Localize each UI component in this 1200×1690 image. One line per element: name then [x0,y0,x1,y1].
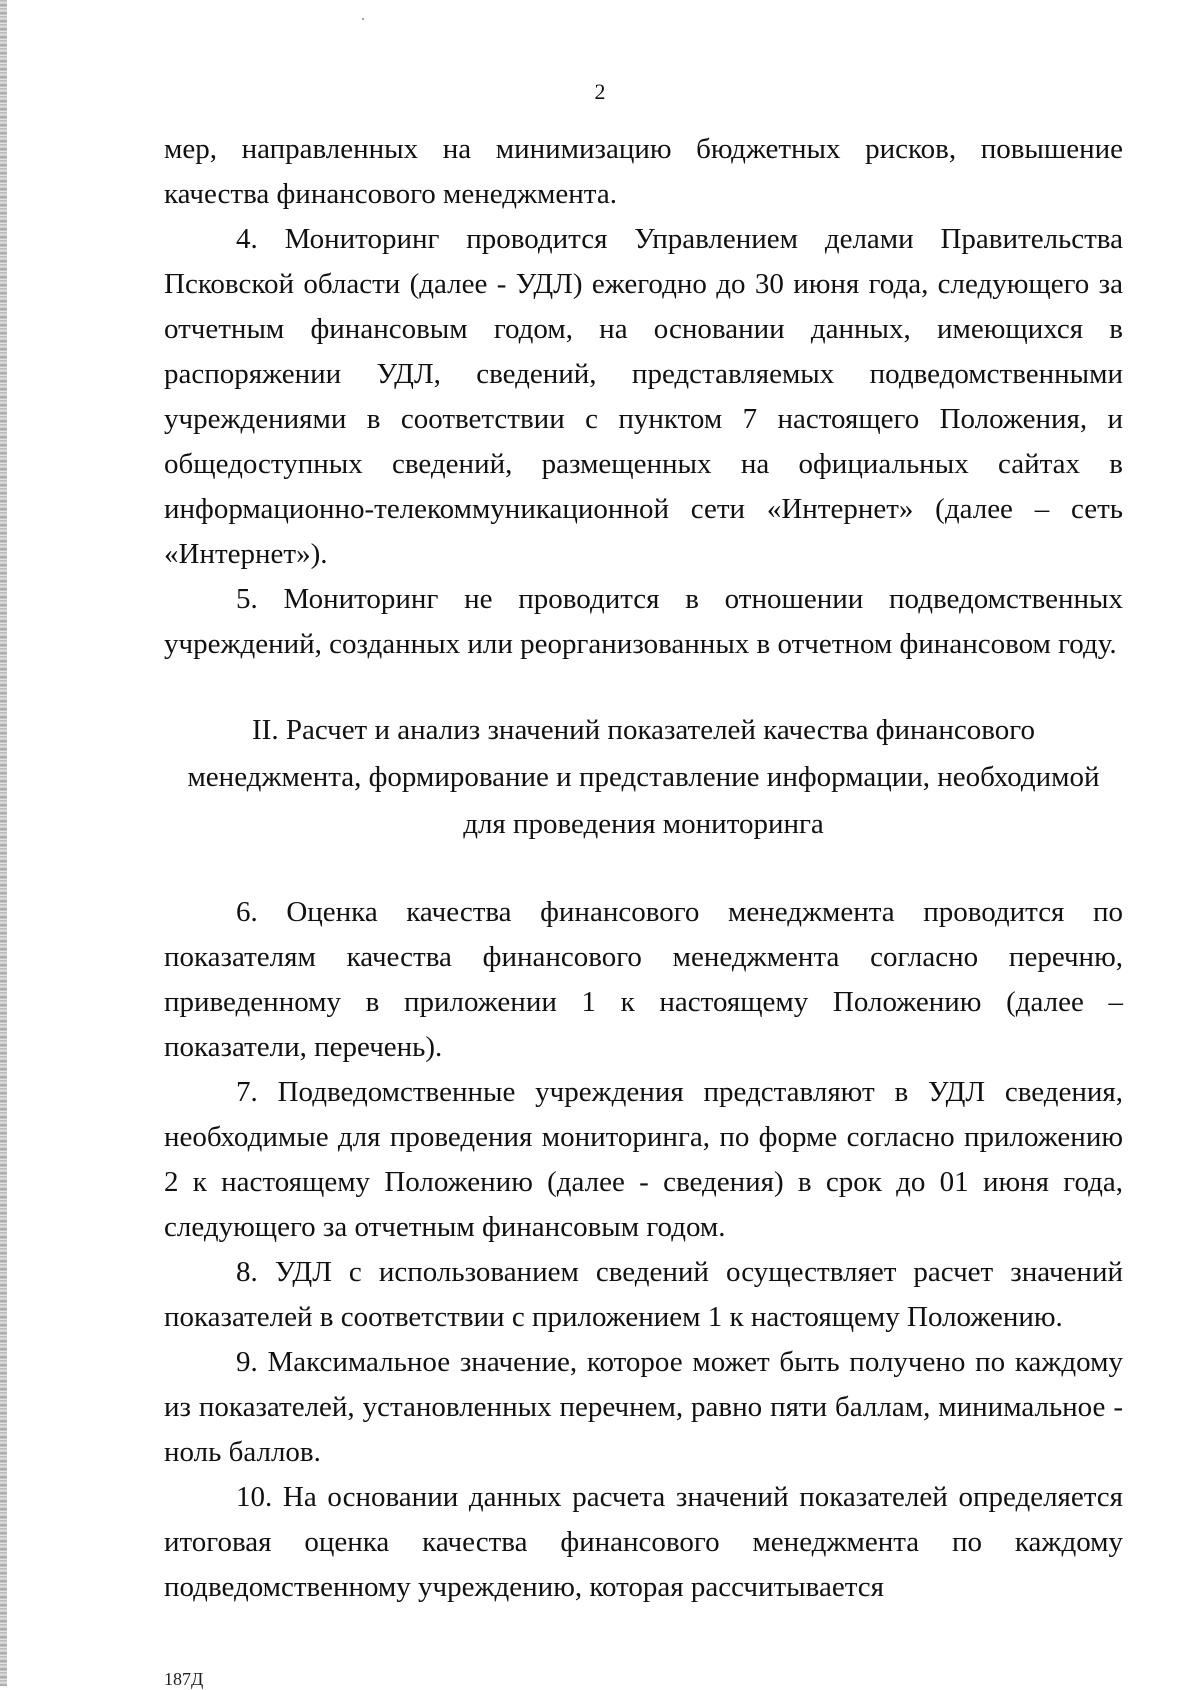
section-heading-line-2: менеджмента, формирование и представление информации, необходимой [187,761,1100,793]
section-heading-line-1: II. Расчет и анализ значений показателей качества финансового [252,714,1035,746]
paragraph-continuation: мер, направленных на минимизацию бюджетных рисков, повышение качества финансового менеджмента. [164,133,1123,210]
scan-speck [362,18,364,20]
paragraph-10: 10. На основании данных расчета значений показателей определяется итоговая оценка качества финансового менеджмента по каждому подведомственному учреждению, которая рассчитывается [164,1481,1123,1603]
paragraph-5: 5. Мониторинг не проводится в отношении подведомственных учреждений, созданных или реорганизованных в отчетном финансовом году. [164,583,1123,660]
section-heading-line-3: для проведения мониторинга [463,808,824,840]
page-number: 2 [594,79,606,104]
footer-document-code: 187Д [164,1669,204,1689]
document-body [164,127,1123,1610]
paragraph-9: 9. Максимальное значение, которое может быть получено по каждому из показателей, установленных перечнем, равно пяти баллам, минимальное - ноль баллов. [164,1346,1123,1468]
section-heading [164,707,1123,848]
scan-edge [0,0,7,1686]
paragraph-6: 6. Оценка качества финансового менеджмента проводится по показателям качества финансового менеджмента согласно перечню, приведенному в приложении 1 к настоящему Положению (далее – показатели, перечень). [164,896,1123,1063]
paragraph-4: 4. Мониторинг проводится Управлением делами Правительства Псковской области (далее - УДЛ) ежегодно до 30 июня года, следующего за отчетным финансовым годом, на основании данных, имеющихся в распоряжении УДЛ, сведений, представляемых подведомственными учреждениями в соответствии с пунктом 7 настоящего Положения, и общедоступных сведений, размещенных на официальных сайтах в информационно-телекоммуникационной сети «Интернет» (далее – сеть «Интернет»). [164,223,1123,570]
paragraph-7: 7. Подведомственные учреждения представляют в УДЛ сведения, необходимые для проведения мониторинга, по форме согласно приложению 2 к настоящему Положению (далее - сведения) в срок до 01 июня года, следующего за отчетным финансовым годом. [164,1076,1123,1243]
paragraph-8: 8. УДЛ с использованием сведений осуществляет расчет значений показателей в соответствии с приложением 1 к настоящему Положению. [164,1256,1123,1333]
